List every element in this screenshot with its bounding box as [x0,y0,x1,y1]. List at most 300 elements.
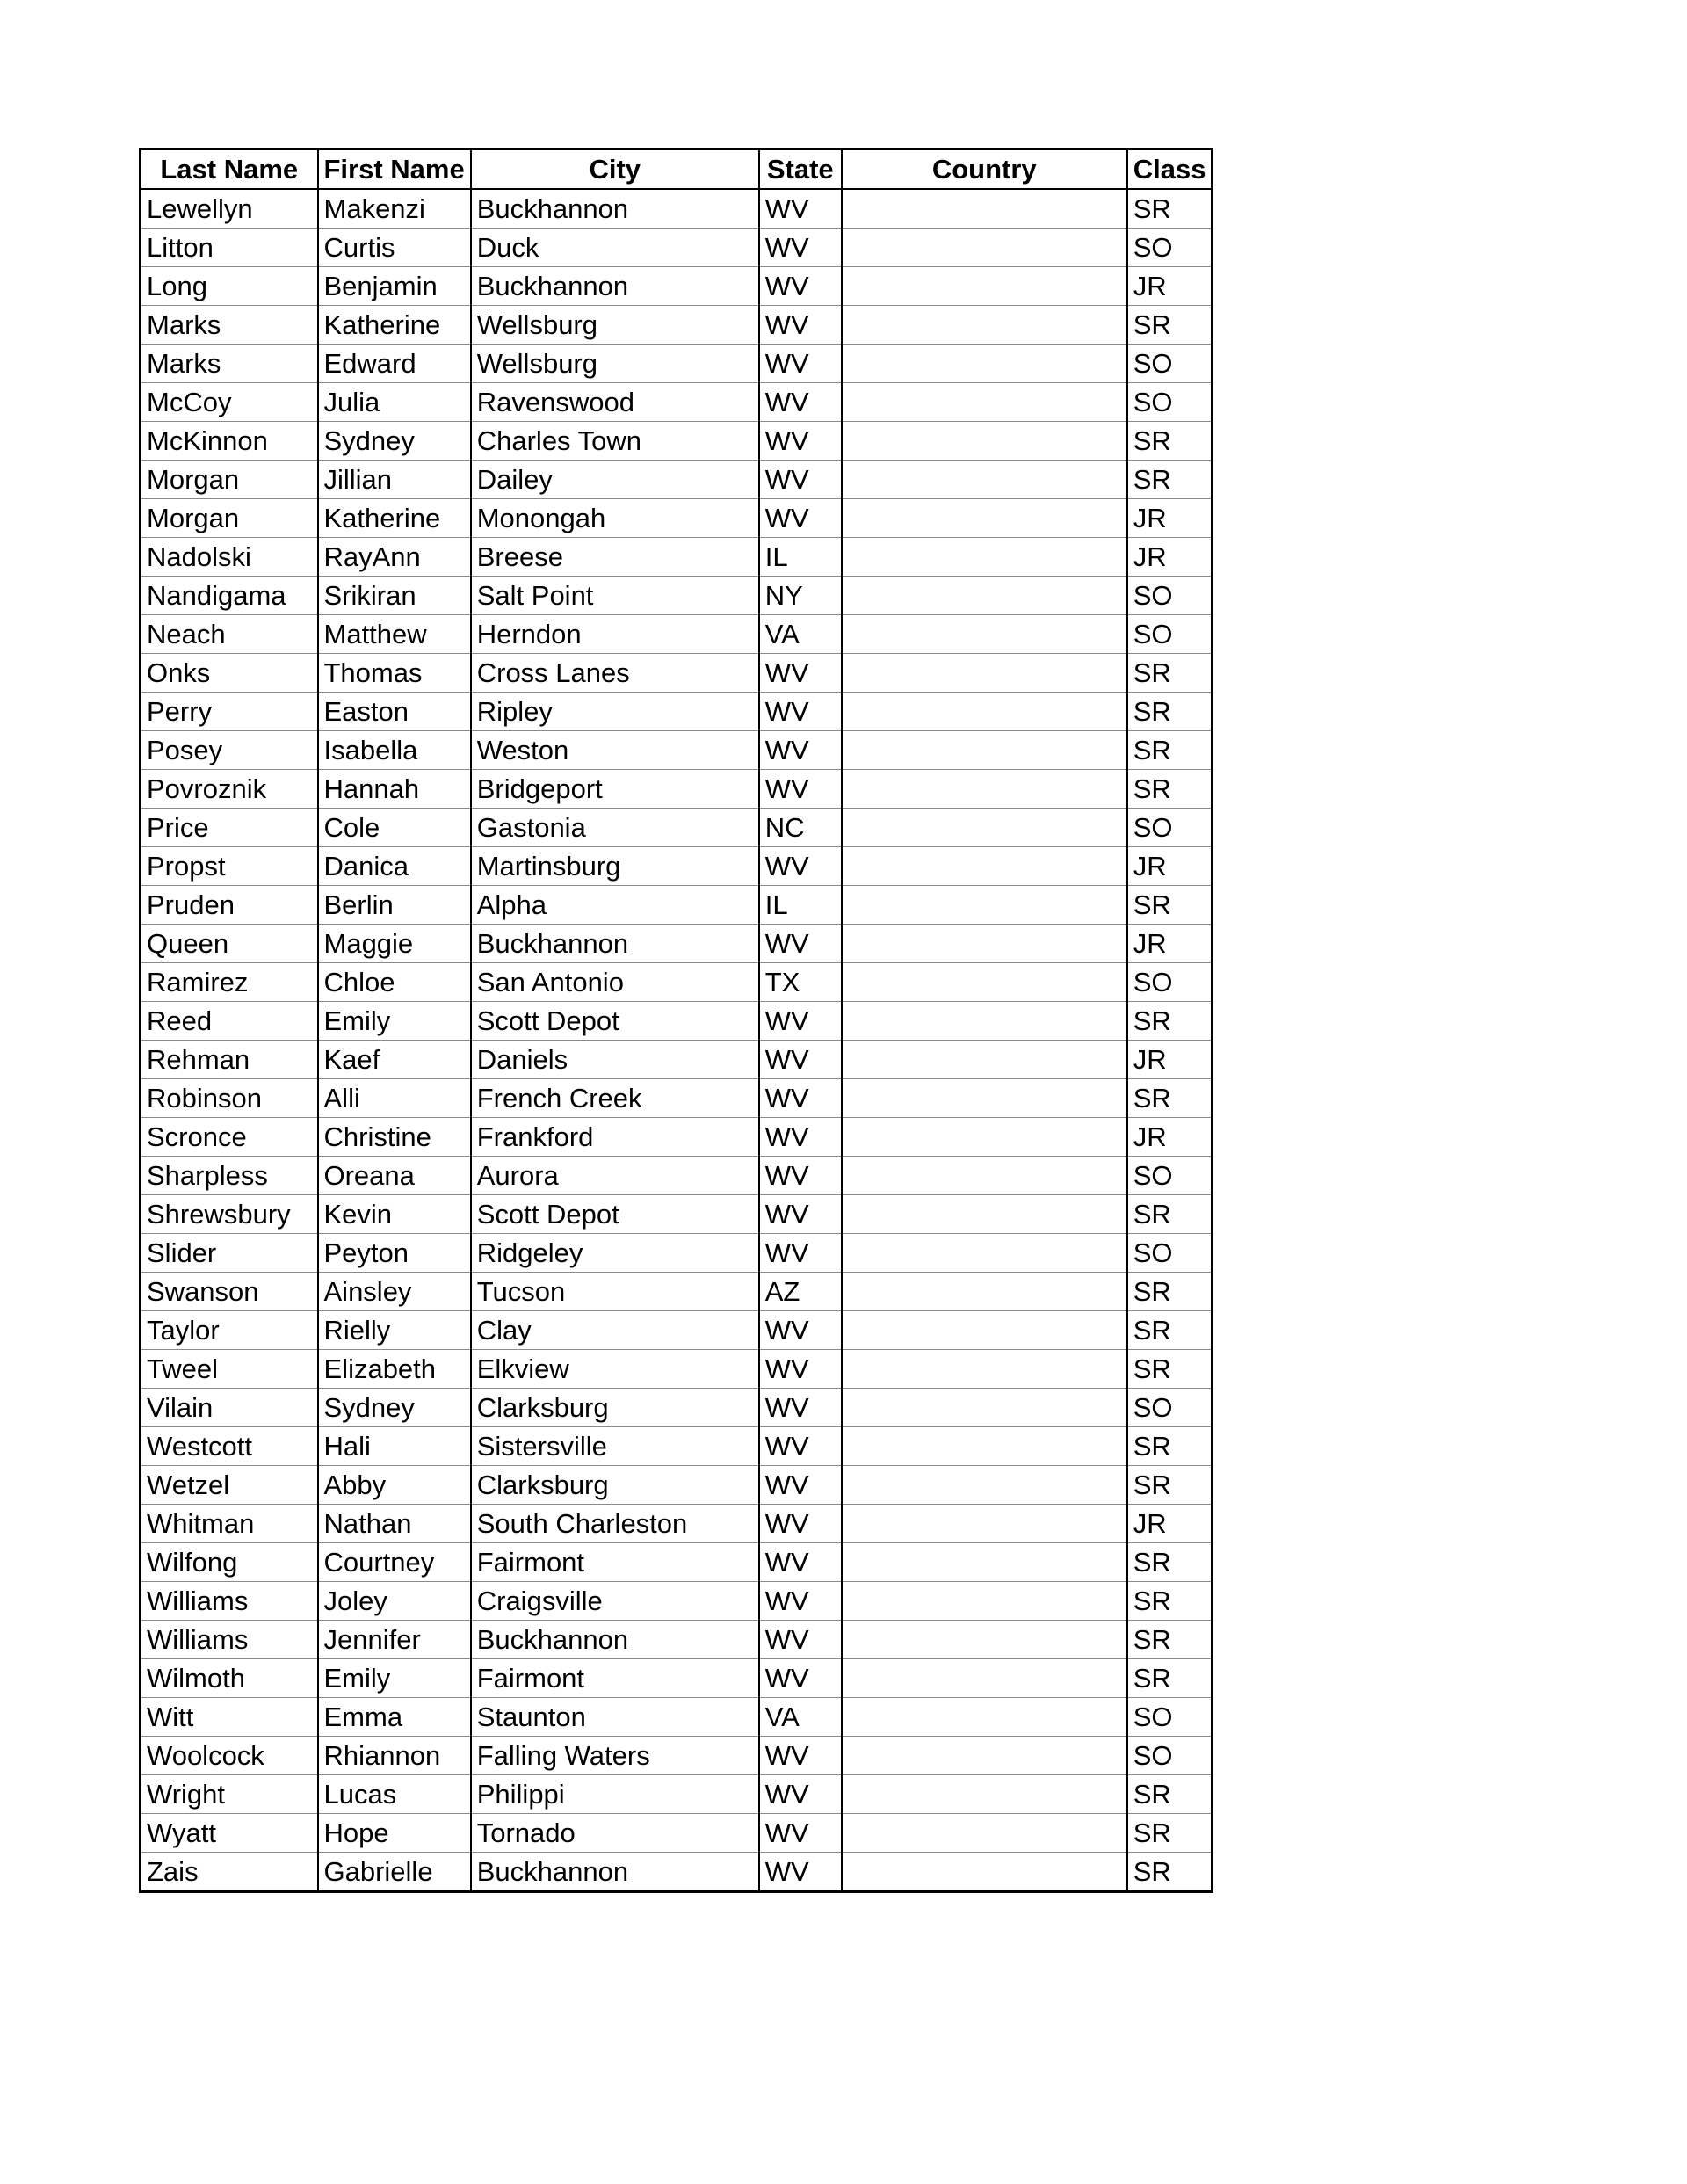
table-row [141,1350,1213,1389]
country-cell [842,1698,1127,1737]
class-cell: SO [1127,1737,1213,1775]
roster-body [141,189,1213,1892]
last-name-cell: Wetzel [141,1466,318,1505]
country-cell [842,306,1127,345]
city-cell: Monongah [471,499,759,538]
country-cell [842,1234,1127,1273]
class-cell: SR [1127,654,1213,693]
first-name-cell: Sydney [318,1389,471,1427]
state-cell: WV [759,1621,842,1659]
state-cell: WV [759,1737,842,1775]
table-row [141,538,1213,577]
table-row [141,189,1213,229]
city-cell: Scott Depot [471,1002,759,1041]
class-cell: SR [1127,422,1213,461]
last-name-cell: Price [141,809,318,847]
class-cell: SR [1127,189,1213,229]
table-row [141,229,1213,267]
country-cell [842,1350,1127,1389]
first-name-cell: Nathan [318,1505,471,1543]
last-name-cell: Queen [141,925,318,963]
city-cell: Philippi [471,1775,759,1814]
first-name-cell: Gabrielle [318,1853,471,1892]
country-cell [842,267,1127,306]
state-cell: WV [759,499,842,538]
first-name-cell: Lucas [318,1775,471,1814]
country-cell [842,1389,1127,1427]
country-cell [842,886,1127,925]
last-name-cell: Lewellyn [141,189,318,229]
last-name-cell: Wilmoth [141,1659,318,1698]
state-cell: WV [759,1234,842,1273]
first-name-cell: Julia [318,383,471,422]
last-name-cell: McKinnon [141,422,318,461]
class-cell: SO [1127,1157,1213,1195]
state-cell: WV [759,1853,842,1892]
state-cell: IL [759,886,842,925]
class-cell: SO [1127,1234,1213,1273]
first-name-cell: Hope [318,1814,471,1853]
state-cell: WV [759,731,842,770]
class-cell: SO [1127,345,1213,383]
table-row [141,1157,1213,1195]
country-cell [842,1659,1127,1698]
city-cell: Buckhannon [471,267,759,306]
state-cell: WV [759,1195,842,1234]
country-cell [842,925,1127,963]
first-name-cell: Oreana [318,1157,471,1195]
first-name-cell: Joley [318,1582,471,1621]
first-name-cell: Emily [318,1659,471,1698]
state-cell: WV [759,1775,842,1814]
country-cell [842,693,1127,731]
class-cell: SO [1127,1389,1213,1427]
first-name-cell: Maggie [318,925,471,963]
state-cell: WV [759,1389,842,1427]
header-state: State [759,149,842,190]
last-name-cell: Shrewsbury [141,1195,318,1234]
table-row [141,383,1213,422]
city-cell: Scott Depot [471,1195,759,1234]
last-name-cell: Marks [141,345,318,383]
table-row [141,1814,1213,1853]
first-name-cell: Srikiran [318,577,471,615]
last-name-cell: Povroznik [141,770,318,809]
state-cell: TX [759,963,842,1002]
state-cell: NC [759,809,842,847]
class-cell: SO [1127,809,1213,847]
last-name-cell: Pruden [141,886,318,925]
class-cell: SR [1127,1002,1213,1041]
table-row [141,461,1213,499]
table-row [141,422,1213,461]
first-name-cell: Rielly [318,1311,471,1350]
country-cell [842,809,1127,847]
country-cell [842,1079,1127,1118]
last-name-cell: Whitman [141,1505,318,1543]
country-cell [842,229,1127,267]
table-row [141,731,1213,770]
first-name-cell: Danica [318,847,471,886]
country-cell [842,499,1127,538]
table-row [141,1659,1213,1698]
class-cell: SR [1127,1582,1213,1621]
first-name-cell: Edward [318,345,471,383]
city-cell: Craigsville [471,1582,759,1621]
state-cell: WV [759,925,842,963]
class-cell: JR [1127,1041,1213,1079]
country-cell [842,1002,1127,1041]
country-cell [842,654,1127,693]
first-name-cell: Easton [318,693,471,731]
class-cell: JR [1127,1118,1213,1157]
first-name-cell: Jillian [318,461,471,499]
last-name-cell: Vilain [141,1389,318,1427]
table-row [141,1389,1213,1427]
table-row [141,925,1213,963]
country-cell [842,345,1127,383]
table-row [141,1273,1213,1311]
first-name-cell: Courtney [318,1543,471,1582]
last-name-cell: Long [141,267,318,306]
state-cell: WV [759,847,842,886]
city-cell: Staunton [471,1698,759,1737]
country-cell [842,1311,1127,1350]
table-row [141,1118,1213,1157]
state-cell: WV [759,654,842,693]
class-cell: JR [1127,499,1213,538]
class-cell: SR [1127,693,1213,731]
last-name-cell: Morgan [141,499,318,538]
table-row [141,267,1213,306]
city-cell: Salt Point [471,577,759,615]
last-name-cell: Ramirez [141,963,318,1002]
last-name-cell: Nadolski [141,538,318,577]
class-cell: JR [1127,538,1213,577]
country-cell [842,538,1127,577]
country-cell [842,1737,1127,1775]
class-cell: SR [1127,1621,1213,1659]
country-cell [842,1466,1127,1505]
state-cell: WV [759,770,842,809]
class-cell: SR [1127,1543,1213,1582]
first-name-cell: Berlin [318,886,471,925]
last-name-cell: McCoy [141,383,318,422]
table-row [141,1079,1213,1118]
country-cell [842,1157,1127,1195]
country-cell [842,1505,1127,1543]
last-name-cell: Taylor [141,1311,318,1350]
table-row [141,577,1213,615]
class-cell: SR [1127,1311,1213,1350]
class-cell: SR [1127,770,1213,809]
city-cell: Elkview [471,1350,759,1389]
first-name-cell: Chloe [318,963,471,1002]
state-cell: WV [759,422,842,461]
state-cell: WV [759,1466,842,1505]
table-row [141,1041,1213,1079]
class-cell: JR [1127,925,1213,963]
class-cell: SR [1127,1775,1213,1814]
city-cell: Weston [471,731,759,770]
city-cell: Martinsburg [471,847,759,886]
state-cell: WV [759,1582,842,1621]
city-cell: Dailey [471,461,759,499]
city-cell: Breese [471,538,759,577]
header-class: Class [1127,149,1213,190]
table-row [141,963,1213,1002]
city-cell: Tornado [471,1814,759,1853]
country-cell [842,1118,1127,1157]
country-cell [842,1582,1127,1621]
document-page [139,148,1213,1893]
city-cell: Alpha [471,886,759,925]
city-cell: Clarksburg [471,1389,759,1427]
class-cell: SR [1127,1195,1213,1234]
city-cell: Herndon [471,615,759,654]
state-cell: IL [759,538,842,577]
city-cell: Tucson [471,1273,759,1311]
last-name-cell: Onks [141,654,318,693]
city-cell: French Creek [471,1079,759,1118]
first-name-cell: Matthew [318,615,471,654]
country-cell [842,189,1127,229]
country-cell [842,731,1127,770]
class-cell: SR [1127,306,1213,345]
state-cell: VA [759,1698,842,1737]
state-cell: WV [759,1659,842,1698]
table-row [141,693,1213,731]
country-cell [842,770,1127,809]
country-cell [842,615,1127,654]
country-cell [842,1814,1127,1853]
class-cell: SO [1127,577,1213,615]
state-cell: WV [759,1041,842,1079]
table-row [141,1427,1213,1466]
last-name-cell: Reed [141,1002,318,1041]
table-row [141,1582,1213,1621]
city-cell: Fairmont [471,1659,759,1698]
city-cell: Buckhannon [471,189,759,229]
city-cell: Buckhannon [471,1621,759,1659]
first-name-cell: Thomas [318,654,471,693]
city-cell: Wellsburg [471,306,759,345]
header-country: Country [842,149,1127,190]
table-row [141,809,1213,847]
class-cell: SR [1127,1350,1213,1389]
last-name-cell: Morgan [141,461,318,499]
last-name-cell: Rehman [141,1041,318,1079]
country-cell [842,1853,1127,1892]
country-cell [842,1427,1127,1466]
city-cell: Fairmont [471,1543,759,1582]
class-cell: JR [1127,267,1213,306]
state-cell: WV [759,267,842,306]
last-name-cell: Swanson [141,1273,318,1311]
city-cell: Buckhannon [471,1853,759,1892]
table-row [141,1737,1213,1775]
table-row [141,1002,1213,1041]
city-cell: Aurora [471,1157,759,1195]
last-name-cell: Nandigama [141,577,318,615]
first-name-cell: Hali [318,1427,471,1466]
city-cell: Duck [471,229,759,267]
country-cell [842,963,1127,1002]
first-name-cell: Emily [318,1002,471,1041]
first-name-cell: Abby [318,1466,471,1505]
state-cell: WV [759,1814,842,1853]
country-cell [842,1041,1127,1079]
table-row [141,306,1213,345]
first-name-cell: Christine [318,1118,471,1157]
country-cell [842,577,1127,615]
last-name-cell: Zais [141,1853,318,1892]
last-name-cell: Williams [141,1582,318,1621]
country-cell [842,1273,1127,1311]
class-cell: SR [1127,886,1213,925]
first-name-cell: Makenzi [318,189,471,229]
class-cell: JR [1127,847,1213,886]
last-name-cell: Witt [141,1698,318,1737]
first-name-cell: Cole [318,809,471,847]
city-cell: Sistersville [471,1427,759,1466]
city-cell: Cross Lanes [471,654,759,693]
table-row [141,615,1213,654]
state-cell: WV [759,229,842,267]
last-name-cell: Litton [141,229,318,267]
first-name-cell: Katherine [318,306,471,345]
state-cell: WV [759,693,842,731]
city-cell: Gastonia [471,809,759,847]
table-row [141,1466,1213,1505]
class-cell: SR [1127,1814,1213,1853]
class-cell: SR [1127,1466,1213,1505]
table-row [141,1621,1213,1659]
state-cell: WV [759,461,842,499]
class-cell: SR [1127,1079,1213,1118]
last-name-cell: Propst [141,847,318,886]
state-cell: WV [759,306,842,345]
header-city: City [471,149,759,190]
class-cell: SO [1127,615,1213,654]
table-row [141,1234,1213,1273]
country-cell [842,1621,1127,1659]
class-cell: SR [1127,731,1213,770]
table-row [141,886,1213,925]
state-cell: WV [759,189,842,229]
country-cell [842,1775,1127,1814]
table-row [141,770,1213,809]
state-cell: NY [759,577,842,615]
state-cell: WV [759,1350,842,1389]
class-cell: SO [1127,229,1213,267]
city-cell: Bridgeport [471,770,759,809]
city-cell: Wellsburg [471,345,759,383]
class-cell: SO [1127,383,1213,422]
header-last-name: Last Name [141,149,318,190]
class-cell: JR [1127,1505,1213,1543]
table-row [141,499,1213,538]
first-name-cell: Rhiannon [318,1737,471,1775]
last-name-cell: Perry [141,693,318,731]
class-cell: SO [1127,1698,1213,1737]
table-row [141,654,1213,693]
city-cell: Buckhannon [471,925,759,963]
country-cell [842,1195,1127,1234]
city-cell: San Antonio [471,963,759,1002]
last-name-cell: Wyatt [141,1814,318,1853]
last-name-cell: Slider [141,1234,318,1273]
student-roster-table [139,148,1213,1893]
last-name-cell: Westcott [141,1427,318,1466]
first-name-cell: Elizabeth [318,1350,471,1389]
last-name-cell: Marks [141,306,318,345]
first-name-cell: Isabella [318,731,471,770]
last-name-cell: Neach [141,615,318,654]
first-name-cell: Benjamin [318,267,471,306]
first-name-cell: Jennifer [318,1621,471,1659]
class-cell: SR [1127,1659,1213,1698]
first-name-cell: RayAnn [318,538,471,577]
last-name-cell: Tweel [141,1350,318,1389]
first-name-cell: Sydney [318,422,471,461]
class-cell: SR [1127,1273,1213,1311]
header-row [141,149,1213,190]
state-cell: WV [759,1118,842,1157]
country-cell [842,383,1127,422]
first-name-cell: Ainsley [318,1273,471,1311]
last-name-cell: Robinson [141,1079,318,1118]
country-cell [842,422,1127,461]
city-cell: Charles Town [471,422,759,461]
table-row [141,1775,1213,1814]
class-cell: SR [1127,461,1213,499]
state-cell: WV [759,1543,842,1582]
city-cell: Daniels [471,1041,759,1079]
last-name-cell: Williams [141,1621,318,1659]
first-name-cell: Alli [318,1079,471,1118]
table-row [141,1195,1213,1234]
city-cell: Ridgeley [471,1234,759,1273]
city-cell: Clay [471,1311,759,1350]
state-cell: VA [759,615,842,654]
city-cell: Ravenswood [471,383,759,422]
city-cell: Ripley [471,693,759,731]
city-cell: Frankford [471,1118,759,1157]
table-row [141,1543,1213,1582]
class-cell: SR [1127,1427,1213,1466]
table-row [141,847,1213,886]
last-name-cell: Sharpless [141,1157,318,1195]
header-first-name: First Name [318,149,471,190]
table-row [141,1505,1213,1543]
first-name-cell: Emma [318,1698,471,1737]
last-name-cell: Scronce [141,1118,318,1157]
state-cell: WV [759,1002,842,1041]
first-name-cell: Kevin [318,1195,471,1234]
country-cell [842,461,1127,499]
city-cell: Clarksburg [471,1466,759,1505]
state-cell: WV [759,1079,842,1118]
country-cell [842,847,1127,886]
table-row [141,345,1213,383]
country-cell [842,1543,1127,1582]
state-cell: WV [759,383,842,422]
state-cell: WV [759,1427,842,1466]
state-cell: WV [759,1311,842,1350]
last-name-cell: Wilfong [141,1543,318,1582]
state-cell: WV [759,1157,842,1195]
